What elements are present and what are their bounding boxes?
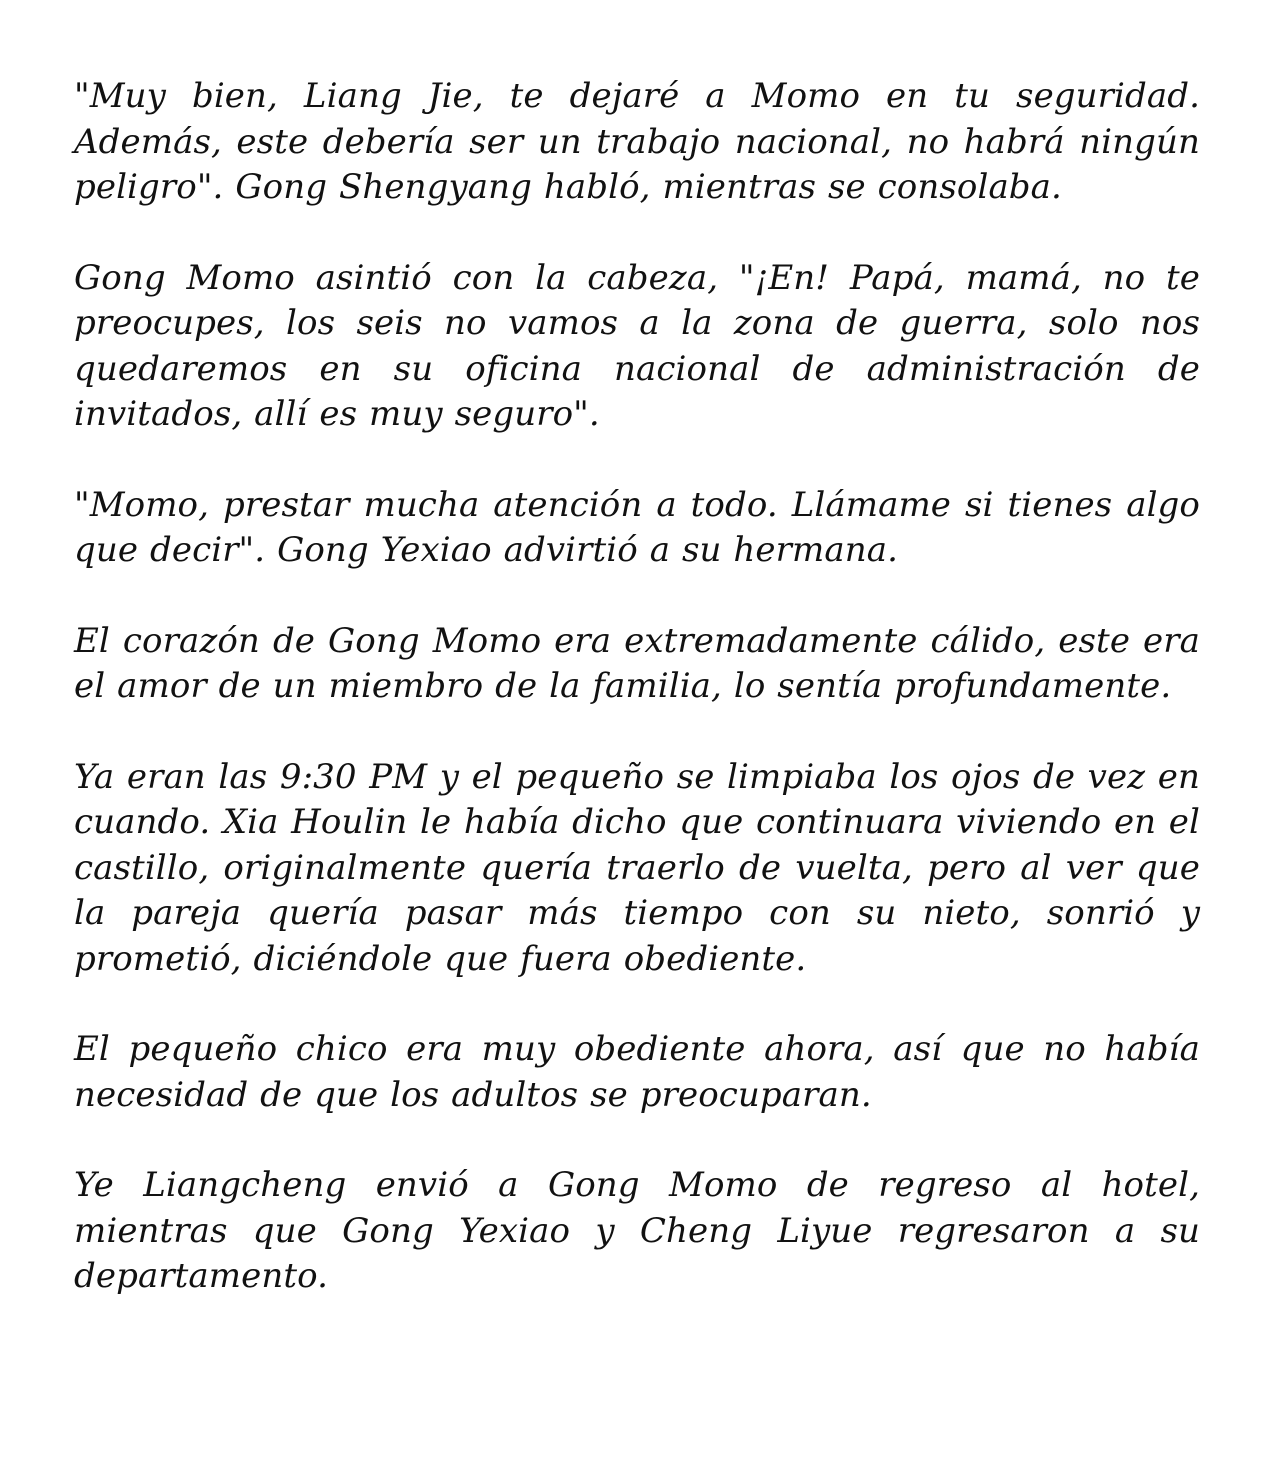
paragraph-5: Ya eran las 9:30 PM y el pequeño se limpiaba los ojos de vez en cuando. Xia Houlin le había dicho que continuara viviendo en el castillo, originalmente quería traerlo de vuelta, pero al ver que la pareja quería pasar más tiempo con su nieto, sonrió y prometió, diciéndole que fuera obediente.: [74, 756, 1200, 979]
paragraph-3: "Momo, prestar mucha atención a todo. Llámame si tienes algo que decir". Gong Yexiao advirtió a su hermana.: [74, 484, 1200, 570]
document-page: [74, 74, 1200, 1345]
paragraph-2: Gong Momo asintió con la cabeza, "¡En! Papá, mamá, no te preocupes, los seis no vamos a la zona de guerra, solo nos quedaremos en su oficina nacional de administración de invitados, allí es muy seguro".: [74, 257, 1200, 434]
paragraph-6: El pequeño chico era muy obediente ahora, así que no había necesidad de que los adultos se preocuparan.: [74, 1029, 1200, 1115]
paragraph-4: El corazón de Gong Momo era extremadamente cálido, este era el amor de un miembro de la familia, lo sentía profundamente.: [74, 620, 1200, 706]
paragraph-1: "Muy bien, Liang Jie, te dejaré a Momo en tu seguridad. Además, este debería ser un trabajo nacional, no habrá ningún peligro". Gong Shengyang habló, mientras se consolaba.: [74, 76, 1200, 207]
paragraph-7: Ye Liangcheng envió a Gong Momo de regreso al hotel, mientras que Gong Yexiao y Cheng Liyue regresaron a su departamento.: [74, 1165, 1200, 1296]
